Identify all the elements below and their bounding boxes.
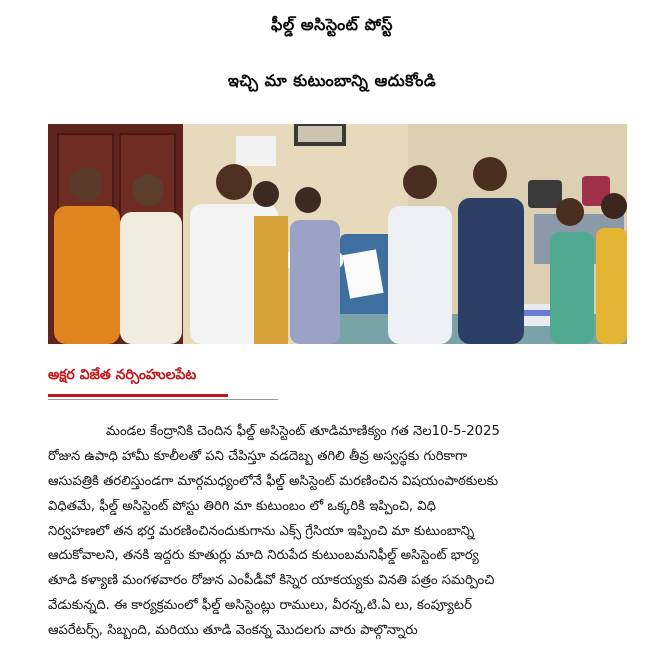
byline: అక్షర విజేత నర్సింహులపేట — [48, 367, 197, 383]
byline-underline-thin — [48, 399, 278, 400]
article-line: వేడుకున్నది. ఈ కార్యక్రమంలో ఫీల్డ్ అసిస్టెంట్లు రాములు, వీరన్న,టి.ఏ లు, కంప్యూటర్ — [48, 598, 472, 614]
article-line: విధితమే, ఫీల్డ్ అసిస్టెంట్ పోస్టు తిరిగి మా కుటుంబం లో ఒక్కరికి ఇప్పించి, విధి — [48, 498, 436, 514]
byline-underline — [48, 394, 228, 397]
article-body — [48, 420, 626, 644]
article-line: ఆదుకోవాలని, తనకి ఇద్దరు కూతుర్లు మాది నిరుపేద కుటుంబమనిఫీల్డ్ అసిస్టెంట్ భార్య — [48, 548, 479, 564]
headline-line-2: ఇచ్చి మా కుటుంబాన్ని ఆదుకోండి — [227, 71, 437, 90]
article-line: తూడి కళ్యాణి మంగళవారం రోజున ఎంపీడీవో కిస్నెర యాకయ్యకు వినతి పత్రం సమర్పించి — [48, 573, 495, 589]
article-line: మండల కేంద్రానికి చెందిన ఫీల్డ్ అసిస్టెంట్ తూడిమాణిక్యం గత నెల10-5-2025 — [106, 424, 500, 439]
article-line: నిర్వహణలో తన భర్త మరణించినందుకుగాను ఎక్స్ గ్రేసియా ఇప్పించి మా కుటుంబాన్ని — [48, 523, 475, 539]
article-line: ఆసుపత్రికి తరలిస్తుండగా మార్గమధ్యంలోనే ఫీల్డ్ అసిస్టెంట్ మరణించిన విషయంపాఠకులకు — [48, 473, 499, 489]
news-photo — [48, 124, 627, 344]
article-line: ఆపరేటర్స్, సిబ్బంది, మరియు తూడి వెంకన్న మొదలగు వారు పాల్గొన్నారు — [48, 623, 418, 639]
article-line: రోజున ఉపాధి హామీ కూలీలతో పని చేపిస్తూ వడదెబ్బ తగిలి తీవ్ర అస్వస్థకు గురికాగా — [48, 448, 468, 464]
headline-line-1: ఫీల్డ్ అసిస్టెంట్ పోస్ట్ — [271, 15, 393, 34]
